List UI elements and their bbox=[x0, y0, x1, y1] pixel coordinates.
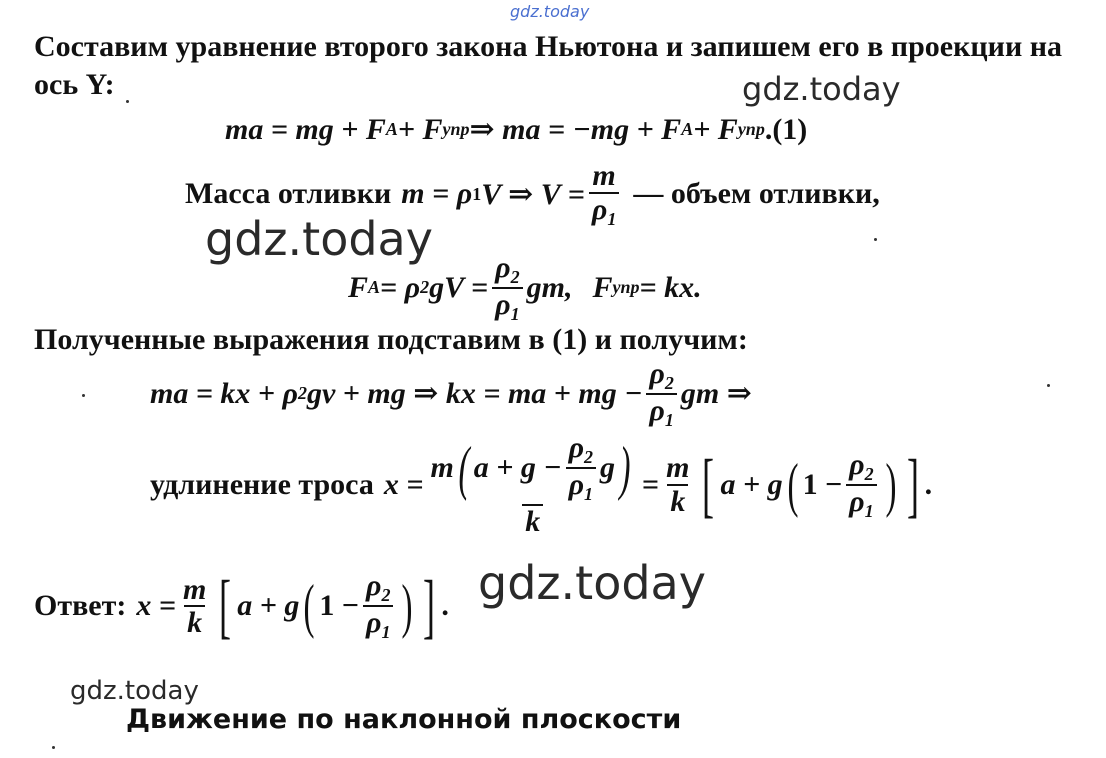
answer-m-over-k: $\frac{m}{k}$ bbox=[182, 572, 207, 639]
eq2-left: ma = kx + ρ bbox=[150, 376, 298, 410]
force-rhs: = kx. bbox=[639, 270, 702, 304]
answer-line: Ответ: x = $\frac{m}{k}$ [ a + g ( 1 − $\frac{\rho_2}{\rho_1}$ ) ] . bbox=[34, 566, 449, 646]
section-title: Движение по наклонной плоскости bbox=[126, 704, 682, 735]
subst-text: Полученные выражения подставим в (1) и получим: bbox=[34, 323, 748, 356]
force-mid: = ρ bbox=[380, 270, 421, 304]
eq1-arrow: ⇒ ma = −mg + F bbox=[469, 113, 682, 146]
scan-speck bbox=[874, 238, 877, 241]
force-line: F A = ρ 2 gV = $\frac{\rho_2}{\rho_1}$ gm, F упр = kx. bbox=[348, 251, 702, 324]
force-fupr: F bbox=[592, 270, 613, 304]
mass-frac-num: m bbox=[592, 159, 616, 192]
mass-fraction bbox=[589, 160, 619, 228]
answer-label: Ответ: bbox=[34, 589, 127, 622]
elong-eq: = bbox=[642, 467, 660, 501]
watermark-1: gdz.today bbox=[742, 70, 901, 108]
eq2-tail: gm ⇒ bbox=[680, 377, 752, 411]
force-after: gm, bbox=[526, 270, 573, 304]
watermark-2: gdz.today bbox=[205, 212, 433, 266]
intro-line-1: Составим уравнение второго закона Ньютона и запишем его в проекции на bbox=[34, 30, 1063, 63]
eq1-sub-a: A bbox=[385, 119, 398, 139]
watermark-3: gdz.today bbox=[478, 556, 706, 610]
eq1-lhs: ma = mg + F bbox=[225, 112, 386, 146]
equation-2: ma = kx + ρ 2 gv + mg ⇒ kx = ma + mg − $\frac{\rho_2}{\rho_1}$ gm ⇒ bbox=[150, 357, 752, 430]
elongation-line: удлинение троса x = m ( a + g − $\frac{\rho_2}{\rho_1}$ g ) k = $\frac{m}{k}$ [ a + g ( 1 − $\frac{\rho_2}{\rho_1}$ ) ] . bbox=[150, 431, 933, 538]
watermark-4: gdz.today bbox=[70, 676, 199, 706]
eq2-fraction: $\frac{\rho_2}{\rho_1}$ bbox=[646, 358, 676, 430]
elong-rho-fraction: $\frac{\rho_2}{\rho_1}$ bbox=[846, 449, 876, 521]
force-fraction: $\frac{\rho_2}{\rho_1}$ bbox=[492, 252, 522, 324]
elong-m-over-k: $\frac{m}{k}$ bbox=[666, 451, 690, 518]
eq1-sub-upr2: упр bbox=[737, 119, 765, 139]
mass-expr: m = ρ bbox=[401, 177, 473, 211]
watermark-top: gdz.today bbox=[510, 2, 590, 21]
elong-x-eq: x = bbox=[383, 467, 424, 501]
eq1-plus2: + F bbox=[693, 112, 738, 146]
answer-x-eq: x = bbox=[136, 589, 176, 622]
mass-sub1: 1 bbox=[472, 183, 482, 204]
mass-tail: — объем отливки, bbox=[633, 177, 880, 211]
elong-label: удлинение троса bbox=[150, 467, 374, 501]
scan-speck bbox=[82, 394, 85, 397]
scan-speck bbox=[1047, 384, 1050, 387]
mass-line bbox=[185, 160, 880, 228]
mass-frac-den: $\rho_1$ bbox=[589, 192, 619, 229]
mass-label: Масса отливки bbox=[185, 177, 392, 211]
eq2-left2: gv + mg ⇒ kx = ma + mg − bbox=[306, 377, 643, 411]
elong-big-fraction: m ( a + g − $\frac{\rho_2}{\rho_1}$ g ) k bbox=[430, 431, 631, 538]
intro-line-2: ось Y: bbox=[34, 68, 115, 101]
mass-expr2: V ⇒ V = bbox=[481, 177, 585, 211]
force-lhs: F bbox=[348, 270, 369, 304]
equation-1 bbox=[225, 112, 807, 147]
force-mid2: gV = bbox=[429, 270, 489, 304]
eq1-label: .(1) bbox=[764, 112, 808, 146]
eq1-sub-a2: A bbox=[681, 119, 694, 139]
scan-speck bbox=[52, 746, 55, 749]
eq1-sub-upr: упр bbox=[442, 119, 470, 139]
answer-rho-fraction: $\frac{\rho_2}{\rho_1}$ bbox=[363, 570, 393, 642]
eq1-plus: + F bbox=[397, 112, 443, 146]
scan-speck bbox=[126, 100, 129, 103]
